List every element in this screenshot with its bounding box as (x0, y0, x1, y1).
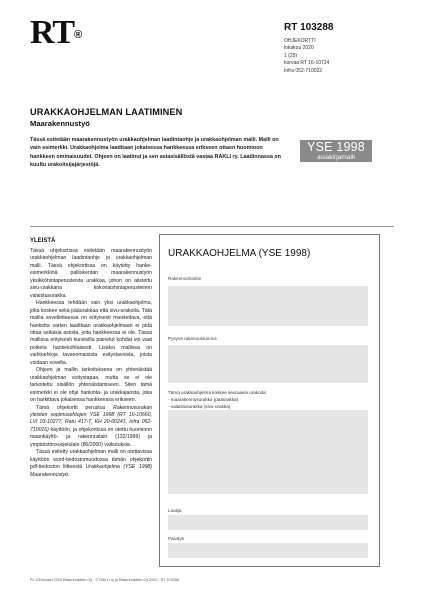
contracts-field[interactable] (168, 410, 368, 494)
header-divider (30, 226, 394, 227)
body-paragraph: Tämä ohjekortti perustuu Rakennusurakan yleisten sopimusehtojen YSE 1998 (RT 16-10660, LVI 03-10277, Ratu 417-T, KH 20-00241, Infra 052-710016) käyttöön, ja ohjekortissa on otettu huomioon maankäyttö- ja rakennuslain (132/1999) ja ympäristönsuojelulain (86/2000) vaikutuksia. (30, 404, 152, 448)
card-type: OHJEKORTTI (284, 38, 316, 44)
card-meta (284, 38, 329, 75)
section-heading: YLEISTÄ (30, 238, 56, 244)
card-infra-code: Infra 052-710022 (284, 67, 323, 74)
card-pages: 1 (25) (284, 52, 298, 59)
date-label: Päiväys (168, 536, 185, 541)
project-field[interactable] (168, 286, 368, 326)
attachment-reference: Urakkaohjelma (YSE 1998) Maarakennustyö. (30, 464, 152, 478)
card-date: lokakuu 2020 (284, 45, 314, 52)
building-id-field[interactable] (168, 345, 368, 383)
badge-line-1: YSE 1998 (307, 140, 365, 154)
card-code: RT 103288 (284, 22, 334, 33)
form-title: URAKKAOHJELMA (YSE 1998) (168, 248, 311, 259)
card-replaces: korvaa RT 16-10724 (284, 60, 330, 67)
page-subtitle: Maarakennustyö (30, 119, 90, 128)
body-text-column (30, 248, 152, 479)
badge-line-2: asiakirjamalli (317, 154, 355, 161)
checklist-intro: Tämä urakkaohjelma koskee seuraavia urakoita: (168, 390, 267, 395)
body-paragraph: Hankkeessa tehdään vain yksi urakkaohjelma, joka koskee sekä pääurakkaa että sivu-urakoita. Tätä mallia sovellettaessa on erityisesti muistettava, että hanketta varten laaditaan urakkaohjelmaan ei pidä ottaa sellaisia asioita, joita hankkeessa ei ole. Tässä mallissa erityisesti kursiivilla painetut kohdat voi vaat poiketa hankekohtaisesti. Lisäksi mallissa on vaihtoehtoja tavanomaisista esitystavoista, joista voidaan sovelta. (30, 300, 152, 366)
reference-text: Rakennusurakan yleisten sopimusehtojen YSE 1998 (RT 16-10660, LVI 03-10277, Ratu 417-T, KH 20-00241, Infra 052-710016) (30, 404, 152, 433)
intro-paragraph: Tässä esitetään maarakennustyön urakkaohjelman laadintaohje ja urakkaohjelman malli. Malli on vain esimerkki. Urakkaohjelma laaditaan jokaisessa hankkeessa erikseen ottaen huomioon hankkeen ominaisuudet. Ohjeen on laatinut ja sen asiasisällöstä vastaa RAKLI ry. Laadinnassa on kuultu urakoitsijajärjestöjä. (30, 137, 281, 168)
page-title: URAKKAOHJELMAN LAATIMINEN (30, 107, 183, 117)
body-paragraph: Ohjeen ja mallin tarkoituksena on yhtenäistää urakkaohjelman esitystapaa, mutta se ei ole tarkoitettu sisällön yhtenäistämiseen. Siten tämä esimerkki ei ole ohje hankinta- ja urakkajaosta, joka on harkittava jokaisessa hankkeessa erikseen. (30, 367, 152, 404)
author-field[interactable] (168, 515, 368, 530)
project-label: Rakennushanke (168, 276, 202, 281)
yse-badge (300, 140, 372, 162)
building-id-label: Pysyvä rakennustunnus (168, 336, 217, 341)
author-label: Laatija (168, 508, 182, 513)
checklist-item: - maarakennusurakka (pääurakka) (168, 397, 239, 402)
body-paragraph: Tässä ohjekortissa esitetään maarakennustyön urakkaohjelman laadintaohje ja urakkaohjelman malli. Tässä ohjekortissa on käytetty hanke-esimerkkinä palloikentän maarakennustyön yksikköhintaperusteista urakkaa, johon on alistettu sivu-urakkana kokonaishintaperusteinen valaistusurakka. (30, 248, 152, 299)
checklist-item: - valaistusurakka (sivu-urakka) (168, 404, 231, 409)
page-footer: PL 1/Erikoiset 2020 Rakennustieto Oy · © RAKLI ry ja Rakennustieto Oy 2020 · RT 103288 (30, 578, 179, 582)
body-paragraph: Tässä esitetty urakkaohjelman malli on otettavissa käyttöön word-tiedostomuodossa tämän ohjekortin pdf-tiedoston liitteestä Urakkaohjelma (YSE 1998) Maarakennustyö. (30, 449, 152, 478)
rt-logo: RT® (30, 14, 82, 51)
date-field[interactable] (168, 543, 368, 558)
